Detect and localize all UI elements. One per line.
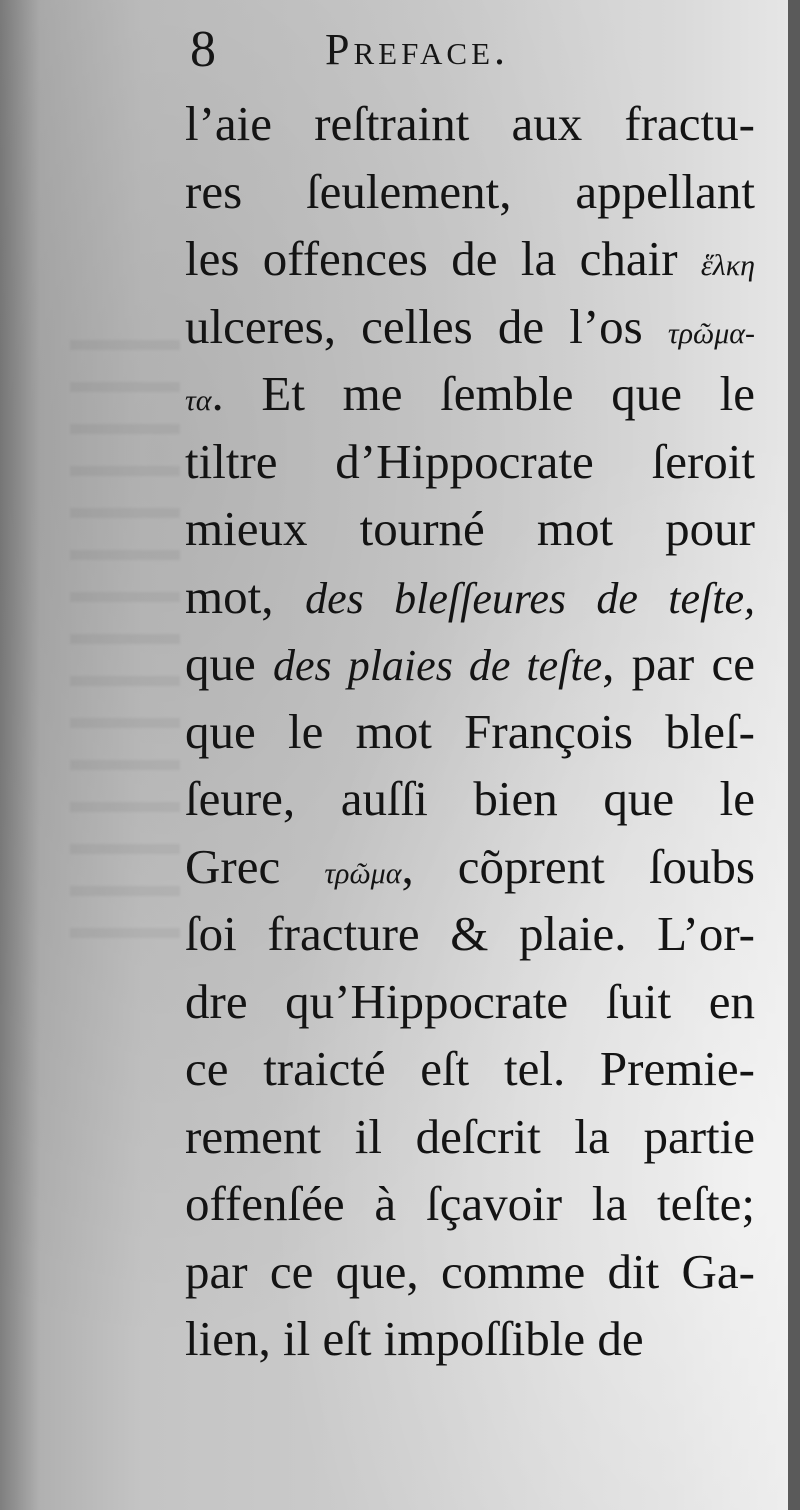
text-segment: ce traicté eſt tel. Premie- — [185, 1041, 755, 1096]
text-line — [185, 428, 755, 496]
text-line — [185, 698, 755, 766]
text-line — [185, 293, 755, 361]
text-line — [185, 1170, 755, 1238]
text-segment: rement il deſcrit la partie — [185, 1108, 755, 1164]
text-segment: mot, — [185, 568, 306, 624]
text-line — [185, 90, 755, 158]
page-number: 8 — [190, 21, 216, 78]
greek-word: τρῶμα — [324, 856, 402, 890]
text-segment: par ce que, comme dit Ga- — [185, 1243, 755, 1299]
body-text — [185, 90, 755, 1373]
text-line — [185, 563, 755, 631]
text-segment: , cõprent ſoubs — [401, 838, 755, 894]
text-segment: ſoi fracture & plaie. L’or- — [185, 906, 755, 961]
text-segment: lien, il eſt impoſſible de — [185, 1311, 644, 1366]
gutter-shadow — [0, 0, 40, 1510]
text-line — [185, 225, 755, 293]
text-segment: dre qu’Hippocrate ſuit en — [185, 973, 755, 1029]
text-line — [185, 495, 755, 563]
text-line — [185, 1035, 755, 1103]
text-segment: res ſeulement, appellant — [185, 163, 755, 219]
greek-word: ἕλκη — [700, 249, 755, 282]
text-segment: Grec — [185, 838, 325, 894]
text-segment: . Et me ſemble que le — [211, 366, 755, 421]
text-segment: ulceres, celles de l’os — [185, 298, 668, 354]
text-line — [185, 1238, 755, 1306]
text-segment: , par ce — [602, 636, 755, 691]
show-through — [70, 340, 180, 960]
greek-word: τρῶμα- — [667, 316, 755, 350]
page-header — [190, 20, 790, 80]
italic-phrase: des plaies de teſte — [273, 641, 603, 690]
text-segment: que le mot François bleſ- — [185, 703, 755, 759]
text-line — [185, 630, 755, 698]
text-line — [185, 360, 755, 428]
text-line — [185, 968, 755, 1036]
text-segment: offenſée à ſçavoir la teſte; — [185, 1176, 755, 1231]
text-segment: que — [185, 636, 274, 691]
text-segment: l’aie reſtraint aux fractu- — [185, 96, 755, 151]
text-segment: tiltre d’Hippocrate ſeroit — [185, 433, 755, 489]
running-title: Preface. — [325, 25, 510, 74]
text-line — [185, 900, 755, 968]
text-line — [185, 1103, 755, 1171]
text-line — [185, 1305, 755, 1373]
text-line — [185, 833, 755, 901]
text-line — [185, 158, 755, 226]
text-segment: mieux tourné mot pour — [185, 501, 755, 556]
text-segment: ſeure, auſſi bien que le — [185, 771, 755, 826]
greek-word: τα — [185, 384, 212, 417]
text-segment: les offences de la chair — [185, 231, 701, 286]
page-edge — [788, 0, 800, 1510]
text-line — [185, 765, 755, 833]
italic-phrase: des bleſſeures de teſte, — [305, 573, 755, 623]
